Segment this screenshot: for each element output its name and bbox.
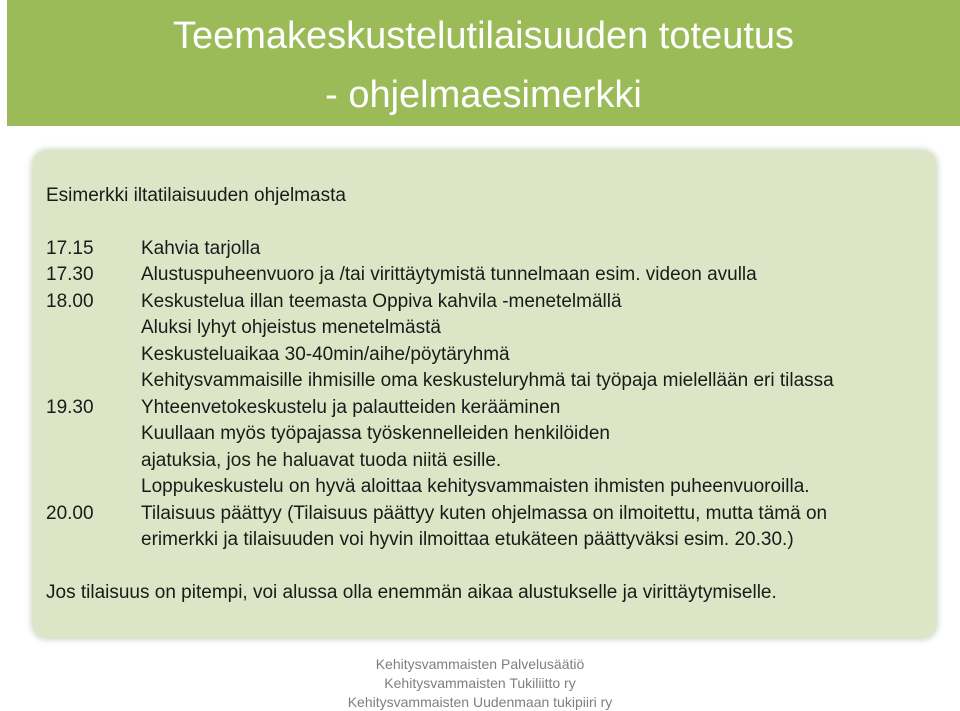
schedule-time (46, 342, 141, 369)
schedule-text: Tilaisuus päättyy (Tilaisuus päättyy kuten ohjelmassa on ilmoitettu, mutta tämä on (141, 502, 828, 524)
schedule-text: Alustuspuheenvuoro ja /tai virittäytymistä tunnelmaan esim. videon avulla (141, 264, 757, 285)
schedule-row (46, 315, 834, 342)
schedule-time: 18.00 (46, 290, 94, 312)
footer-organization: Kehitysvammaisten Uudenmaan tukipiiri ry (347, 694, 613, 710)
schedule-text: Yhteenvetokeskustelu ja palautteiden kerääminen (141, 396, 561, 418)
schedule-time (46, 421, 141, 448)
schedule-row (46, 236, 834, 263)
schedule-time (46, 368, 141, 395)
program-closing-note: Jos tilaisuus on pitempi, voi alussa olla enemmän aikaa alustukselle ja virittäytymiselle. (46, 582, 777, 603)
schedule-time (46, 527, 141, 554)
schedule-time: 17.15 (46, 237, 94, 259)
program-intro: Esimerkki iltatilaisuuden ohjelmasta (46, 185, 346, 206)
schedule-row (46, 501, 834, 528)
schedule-row (46, 289, 834, 316)
slide-title-line-1: Teemakeskustelutilaisuuden toteutus (172, 15, 795, 57)
schedule-time (46, 474, 141, 501)
schedule-text: erimerkki ja tilaisuuden voi hyvin ilmoittaa etukäteen päättyväksi esim. 20.30.) (141, 529, 794, 550)
schedule-row (46, 368, 834, 395)
schedule-text: Loppukeskustelu on hyvä aloittaa kehitysvammaisten ihmisten puheenvuoroilla. (141, 476, 810, 497)
schedule-text: Kehitysvammaisille ihmisille oma keskusteluryhmä tai työpaja mielellään eri tilassa (141, 370, 834, 391)
schedule-text: Kuullaan myös työpajassa työskennelleiden henkilöiden (141, 423, 610, 444)
schedule-time: 20.00 (46, 502, 94, 524)
footer-organization: Kehitysvammaisten Tukiliitto ry (384, 675, 576, 691)
schedule-row (46, 421, 834, 448)
schedule-row (46, 527, 834, 554)
schedule-text: Kahvia tarjolla (141, 237, 261, 259)
schedule-text: Keskusteluaikaa 30-40min/aihe/pöytäryhmä (141, 343, 510, 365)
slide-title-line-2: - ohjelmaesimerkki (325, 74, 642, 116)
schedule-time (46, 315, 141, 342)
schedule-row (46, 342, 834, 369)
footer-organization: Kehitysvammaisten Palvelusäätiö (375, 656, 585, 672)
schedule-row (46, 448, 834, 475)
schedule-text: Aluksi lyhyt ohjeistus menetelmästä (141, 317, 441, 338)
schedule-row (46, 395, 834, 422)
footer-organizations (300, 655, 660, 711)
schedule-row (46, 262, 834, 289)
schedule-text: ajatuksia, jos he haluavat tuoda niitä esille. (141, 449, 502, 471)
title-banner (7, 0, 960, 126)
schedule-text: Keskustelua illan teemasta Oppiva kahvila -menetelmällä (141, 290, 622, 312)
schedule-time (46, 448, 141, 475)
content-box (33, 151, 936, 638)
schedule-time: 19.30 (46, 396, 94, 418)
program-text (46, 183, 834, 607)
schedule-row (46, 474, 834, 501)
schedule-time: 17.30 (46, 264, 94, 285)
